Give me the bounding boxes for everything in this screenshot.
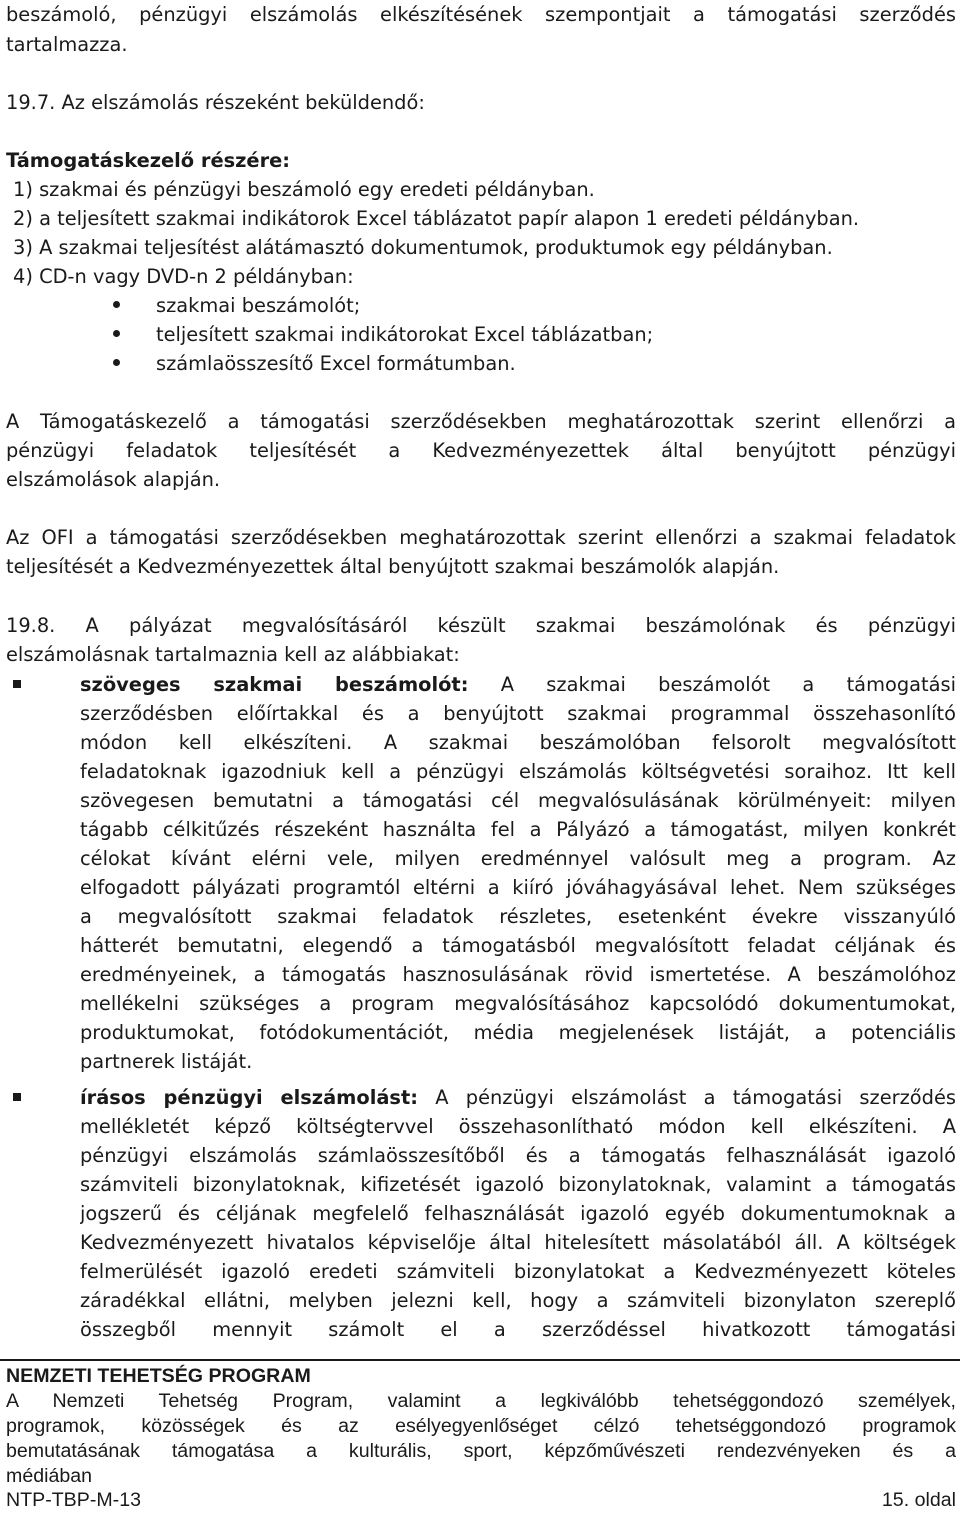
bold-term: szöveges szakmai beszámolót: — [80, 673, 469, 696]
bold-term: írásos pénzügyi elszámolást: — [80, 1086, 418, 1109]
bullet-dot-icon — [113, 330, 120, 337]
footer-text-line: A Nemzeti Tehetség Program, valamint a legkiválóbb tehetséggondozó személyek, — [6, 1390, 956, 1412]
bullet-text-line: mellékelni szükséges a program megvalósításához kapcsolódó dokumentumokat, — [80, 992, 956, 1015]
footer-text-line: médiában — [6, 1465, 93, 1487]
bullet-item: számlaösszesítő Excel formátumban. — [156, 352, 516, 375]
paragraph-line: elszámolások alapján. — [6, 468, 221, 491]
paragraph-line: elszámolásnak tartalmaznia kell az alábbiakat: — [6, 643, 460, 666]
bullet-text-line: mellékletét képző költségtervvel összehasonlítható módon kell elkészíteni. A — [80, 1115, 956, 1138]
page-number: 15. oldal — [881, 1489, 956, 1511]
bullet-text-line: partnerek listáját. — [80, 1050, 253, 1073]
bullet-dot-icon — [113, 359, 120, 366]
paragraph-line: A Támogatáskezelő a támogatási szerződésekben meghatározottak szerint ellenőrzi a — [6, 410, 956, 433]
paragraph-line: beszámoló, pénzügyi elszámolás elkészítésének szempontjait a támogatási szerződés — [6, 3, 956, 26]
section-heading-19-7: 19.7. Az elszámolás részeként beküldendő: — [6, 91, 425, 114]
numbered-item-4: 4) CD-n vagy DVD-n 2 példányban: — [13, 265, 354, 288]
bullet-text-line: produktumokat, fotódokumentációt, média megjelenések listáját, a potenciális — [80, 1021, 956, 1044]
bullet-text-line: hátterét bemutatni, elegendő a támogatásból megvalósított feladat céljának és — [80, 934, 956, 957]
bullet-text-line: szövegesen bemutatni a támogatási cél megvalósulásának körülményeit: milyen — [80, 789, 956, 812]
bullet-text-line: szerződésben előírtakkal és a benyújtott szakmai programmal összehasonlító — [80, 702, 956, 725]
paragraph-line: Az OFI a támogatási szerződésekben meghatározottak szerint ellenőrzi a szakmai feladatok — [6, 526, 956, 549]
bullet-text: A szakmai beszámolót a támogatási — [468, 673, 956, 696]
bullet-item: teljesített szakmai indikátorokat Excel táblázatban; — [156, 323, 654, 346]
paragraph-line: tartalmazza. — [6, 33, 128, 56]
bullet-dot-icon — [113, 301, 120, 308]
numbered-item-1: 1) szakmai és pénzügyi beszámoló egy eredeti példányban. — [13, 178, 595, 201]
bullet-item: szakmai beszámolót; — [156, 294, 361, 317]
bullet-text: A pénzügyi elszámolást a támogatási szerződés — [418, 1086, 956, 1109]
footer-text-line: programok, közösségek és az esélyegyenlőséget célzó tehetséggondozó programok — [6, 1415, 956, 1437]
square-bullet-icon — [13, 1093, 21, 1101]
bullet-text-line: elfogadott pályázati programtól eltérni a kiíró jóváhagyásával lehet. Nem szükséges — [80, 876, 956, 899]
bullet-text-line: a megvalósított szakmai feladatok részletes, esetenként évekre visszanyúló — [80, 905, 956, 928]
subheading-tamogataskezelo: Támogatáskezelő részére: — [6, 149, 291, 172]
paragraph-line: pénzügyi feladatok teljesítését a Kedvezményezettek által benyújtott pénzügyi — [6, 439, 956, 462]
bullet-text-line: záradékkal ellátni, melyben jelezni kell, hogy a számviteli bizonylaton szereplő — [80, 1289, 956, 1312]
bullet-text-line: célokat kívánt elérni vele, milyen eredménnyel valósult meg a program. Az — [80, 847, 956, 870]
bullet-text-line: feladatoknak igazodniuk kell a pénzügyi elszámolás költségvetési soraihoz. Itt kell — [80, 760, 956, 783]
numbered-item-2: 2) a teljesített szakmai indikátorok Excel táblázatot papír alapon 1 eredeti példányban. — [13, 207, 860, 230]
bullet-text-line: pénzügyi elszámolás számlaösszesítőből és a támogatás felhasználását igazoló — [80, 1144, 956, 1167]
paragraph-line: teljesítését a Kedvezményezettek által benyújtott szakmai beszámolók alapján. — [6, 555, 780, 578]
footer-divider — [0, 1359, 960, 1361]
numbered-item-3: 3) A szakmai teljesítést alátámasztó dokumentumok, produktumok egy példányban. — [13, 236, 833, 259]
bullet-text-line: Kedvezményezett hivatalos képviselője által hitelesített másolatából áll. A költségek — [80, 1231, 956, 1254]
bullet-text-line: eredményeinek, a támogatás hasznosulásának rövid ismertetése. A beszámolóhoz — [80, 963, 956, 986]
document-code: NTP-TBP-M-13 — [6, 1489, 141, 1511]
footer-text-line: bemutatásának támogatása a kulturális, sport, képzőművészeti rendezvényeken és a — [6, 1440, 956, 1462]
section-heading-19-8: 19.8. A pályázat megvalósításáról készült szakmai beszámolónak és pénzügyi — [6, 614, 956, 637]
square-bullet-icon — [13, 680, 21, 688]
bullet-text-line: jogszerű és céljának megfelelő felhasználását igazoló egyéb dokumentumoknak a — [80, 1202, 956, 1225]
bullet-item-penzugyi-elszamolas — [80, 1083, 956, 1112]
bullet-text-line: felmerülését igazoló eredeti számviteli bizonylatokat a Kedvezményezett köteles — [80, 1260, 956, 1283]
footer-title: NEMZETI TEHETSÉG PROGRAM — [6, 1365, 311, 1387]
bullet-text-line: számviteli bizonylatoknak, kifizetését igazoló bizonylatoknak, valamint a támogatás — [80, 1173, 956, 1196]
bullet-text-line: módon kell elkészíteni. A szakmai beszámolóban felsorolt megvalósított — [80, 731, 956, 754]
bullet-text-line: tágabb célkitűzés részeként használta fel a Pályázó a támogatást, milyen konkrét — [80, 818, 956, 841]
bullet-text-line: összegből mennyit számolt el a szerződéssel hivatkozott támogatási — [80, 1318, 956, 1341]
bullet-item-szakmai-beszamolo — [80, 670, 956, 699]
